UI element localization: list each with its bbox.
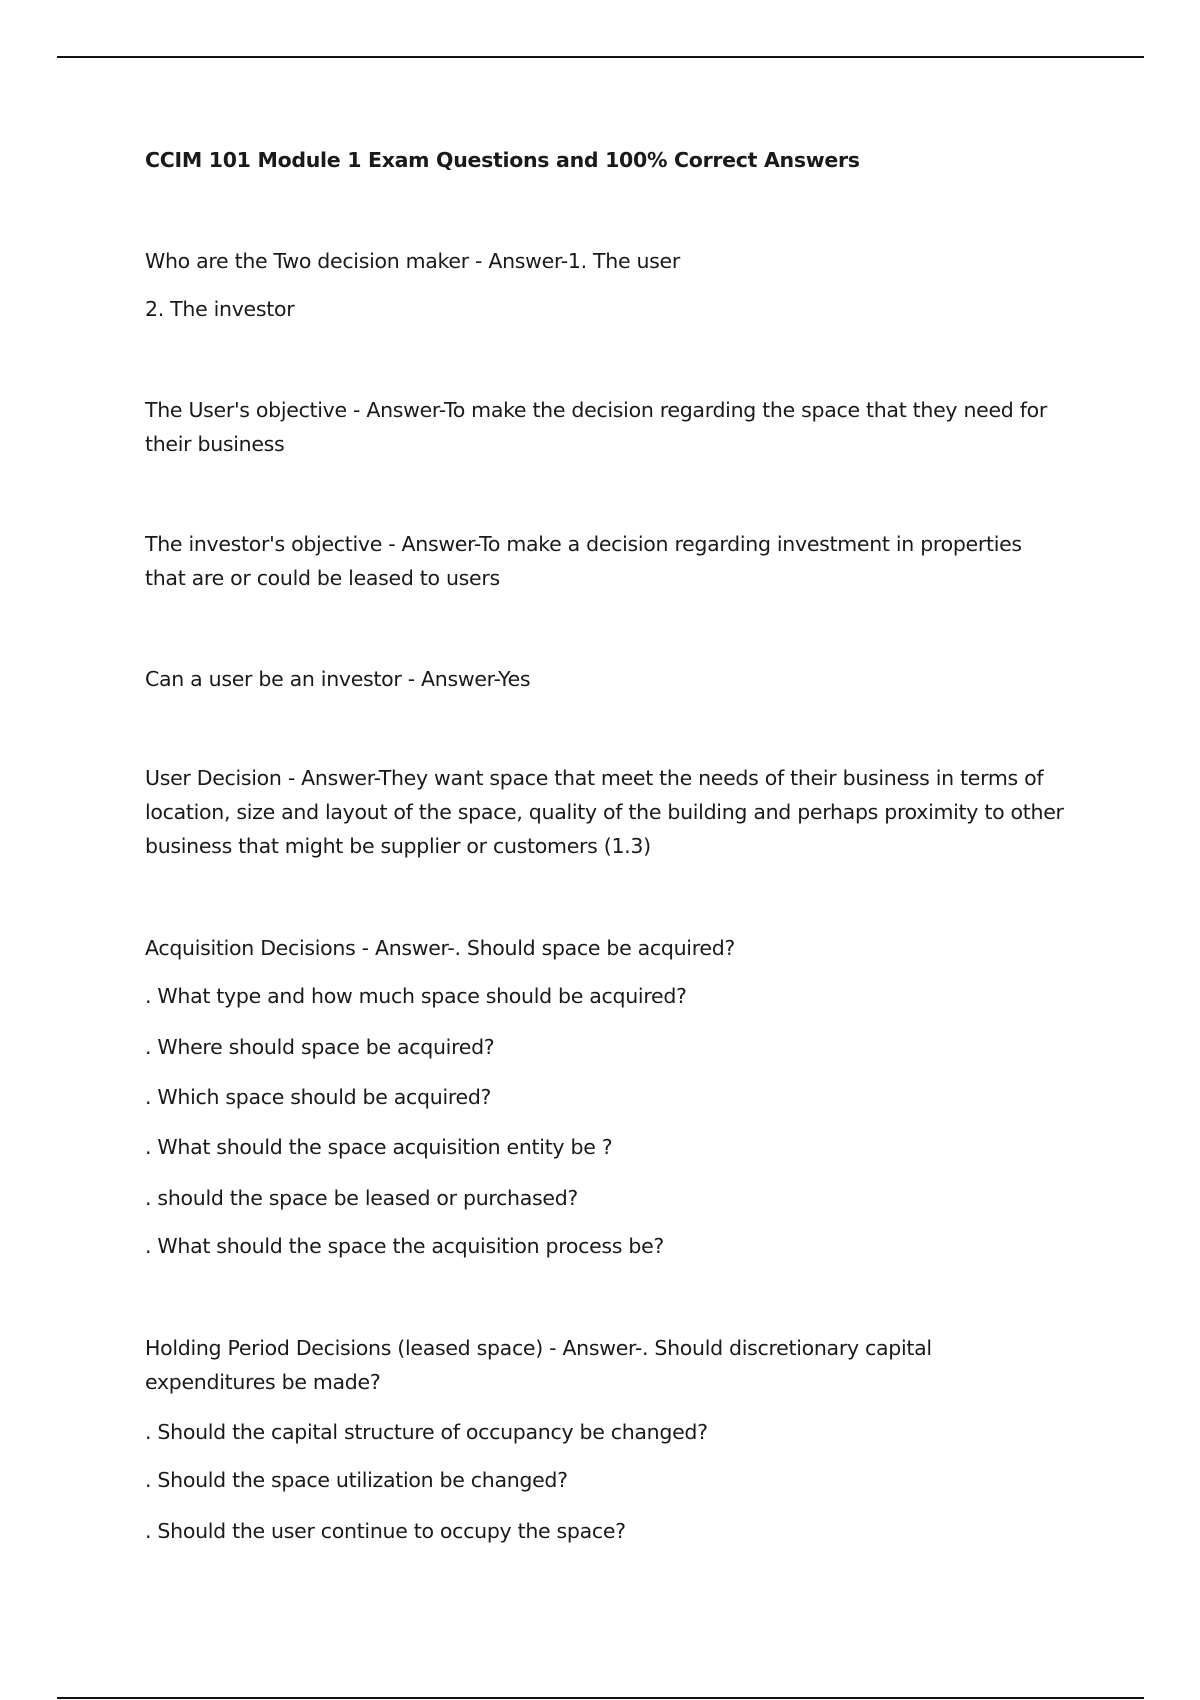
header-divider <box>57 56 1144 58</box>
paragraph: . Where should space be acquired? <box>145 1035 495 1059</box>
paragraph: The User's objective - Answer-To make the decision regarding the space that they need for their business <box>145 398 1047 456</box>
paragraph: . Which space should be acquired? <box>145 1085 492 1109</box>
footer-divider <box>57 1697 1144 1699</box>
paragraph: Holding Period Decisions (leased space) - Answer-. Should discretionary capital expenditures be made? <box>145 1336 932 1394</box>
paragraph: . Should the capital structure of occupancy be changed? <box>145 1420 708 1444</box>
paragraph: The investor's objective - Answer-To make a decision regarding investment in properties that are or could be leased to users <box>145 532 1022 590</box>
paragraph: Acquisition Decisions - Answer-. Should space be acquired? <box>145 936 735 960</box>
paragraph: . Should the space utilization be changed? <box>145 1468 568 1492</box>
paragraph: . What type and how much space should be acquired? <box>145 984 687 1008</box>
paragraph: . What should the space the acquisition process be? <box>145 1234 665 1258</box>
paragraph: . What should the space acquisition entity be ? <box>145 1135 613 1159</box>
paragraph: User Decision - Answer-They want space that meet the needs of their business in terms of location, size and layout of the space, quality of the building and perhaps proximity to other business that might be supplier or customers (1.3) <box>145 766 1064 858</box>
paragraph: 2. The investor <box>145 297 295 321</box>
paragraph: Who are the Two decision maker - Answer-1. The user <box>145 249 680 273</box>
paragraph: Can a user be an investor - Answer-Yes <box>145 667 531 691</box>
paragraph: . should the space be leased or purchased? <box>145 1186 578 1210</box>
paragraph: . Should the user continue to occupy the space? <box>145 1519 626 1543</box>
document-title: CCIM 101 Module 1 Exam Questions and 100% Correct Answers <box>145 148 860 172</box>
